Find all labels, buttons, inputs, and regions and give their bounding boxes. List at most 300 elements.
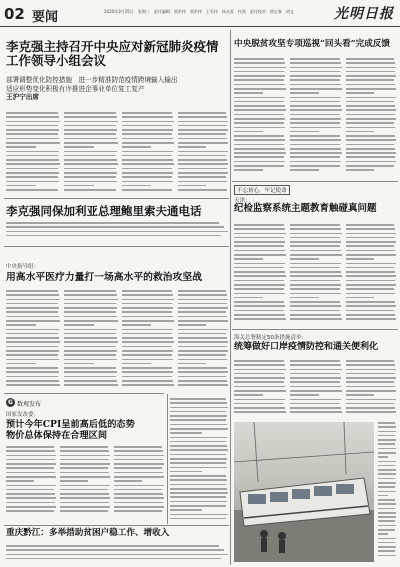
text-line: [6, 151, 59, 153]
text-line: [6, 376, 58, 378]
text-line: [290, 114, 340, 116]
text-line: [290, 241, 341, 243]
text-line: [122, 363, 151, 365]
text-line: [6, 320, 60, 322]
text-line: [346, 152, 396, 154]
text-line: [234, 169, 263, 171]
text-line: [178, 151, 228, 153]
text-line: [234, 271, 285, 273]
text-line: [178, 333, 226, 335]
text-line: [234, 165, 284, 167]
article-3-kicker: 天津：: [234, 198, 251, 204]
text-line: [170, 488, 227, 490]
article-8-title[interactable]: 重庆黔江：多举措助贫困户稳工作、增收入: [6, 528, 170, 538]
text-line: [6, 189, 58, 191]
text-line: [170, 398, 226, 400]
text-line: [178, 138, 227, 140]
text-line: [346, 144, 394, 146]
text-line: [290, 364, 341, 366]
text-line: [178, 116, 227, 118]
text-line: [346, 390, 396, 392]
text-line: [6, 467, 54, 469]
text-line: [234, 92, 263, 94]
text-line: [290, 165, 340, 167]
text-line: [234, 84, 285, 86]
text-line: [64, 367, 116, 369]
text-line: [178, 168, 227, 170]
text-line: [346, 318, 396, 320]
text-line: [6, 333, 58, 335]
article-2-body-col2: [290, 58, 342, 176]
text-line: [122, 121, 174, 123]
text-line: [178, 146, 206, 148]
text-line: [234, 369, 286, 371]
text-line: [378, 491, 396, 493]
text-line: [122, 151, 173, 153]
text-line: [346, 373, 395, 375]
text-line: [290, 135, 340, 137]
text-line: [6, 311, 58, 313]
article-2-body-col1: [234, 58, 286, 176]
text-line: [234, 407, 285, 409]
text-line: [6, 142, 60, 144]
text-line: [64, 185, 94, 187]
text-line: [290, 79, 340, 81]
text-line: [378, 473, 396, 475]
text-line: [60, 493, 109, 495]
text-line: [290, 271, 341, 273]
article-7-body-col1: [234, 360, 286, 418]
text-line: [234, 144, 284, 146]
text-line: [346, 97, 396, 99]
text-line: [122, 367, 172, 369]
text-line: [346, 364, 395, 366]
text-line: [234, 411, 286, 413]
article-1-body-col2: [64, 112, 118, 194]
text-line: [234, 139, 285, 141]
text-line: [6, 337, 59, 339]
text-line: [346, 122, 394, 124]
text-line: [6, 502, 55, 504]
text-line: [290, 386, 341, 388]
text-line: [346, 275, 396, 277]
article-1-subtitle: [6, 76, 228, 102]
text-line: [170, 445, 227, 447]
text-line: [234, 305, 285, 307]
text-line: [234, 97, 285, 99]
text-line: [64, 329, 117, 331]
text-line: [64, 181, 117, 183]
text-line: [64, 341, 118, 343]
text-line: [170, 501, 227, 503]
text-line: [378, 482, 396, 484]
text-line: [378, 478, 395, 480]
text-line: [346, 394, 374, 396]
text-line: [378, 516, 396, 518]
text-line: [170, 458, 227, 460]
text-line: [6, 506, 56, 508]
photo-side-text: [378, 422, 396, 562]
text-line: [170, 449, 228, 451]
text-line: [114, 506, 164, 508]
text-line: [234, 148, 285, 150]
text-line: [170, 437, 227, 439]
text-line: [60, 459, 109, 461]
text-line: [290, 403, 340, 405]
article-1-sub-line3: 王沪宁出席: [6, 93, 39, 102]
text-line: [290, 144, 340, 146]
text-line: [346, 241, 396, 243]
text-line: [178, 384, 228, 386]
text-line: [64, 116, 117, 118]
text-line: [178, 185, 206, 187]
article-3-tag: 不忘初心，牢记使命: [234, 185, 290, 195]
text-line: [6, 324, 36, 326]
text-line: [122, 133, 172, 135]
text-line: [170, 407, 228, 409]
text-line: [6, 299, 60, 301]
text-line: [290, 127, 341, 129]
text-line: [234, 224, 284, 226]
text-line: [6, 185, 36, 187]
text-line: [234, 67, 286, 69]
text-line: [64, 133, 116, 135]
text-line: [114, 459, 163, 461]
text-line: [114, 502, 163, 504]
text-line: [64, 168, 116, 170]
article-7-title[interactable]: 统筹做好口岸疫情防控和通关便利化: [234, 342, 379, 352]
text-line: [6, 235, 221, 237]
text-line: [378, 435, 395, 437]
text-line: [290, 88, 342, 90]
column-name: 数观发布: [17, 401, 42, 408]
text-line: [290, 75, 341, 77]
text-line: [6, 231, 228, 233]
text-line: [178, 290, 226, 292]
text-line: [346, 250, 395, 252]
text-line: [6, 341, 60, 343]
text-line: [60, 446, 108, 448]
column-logo: G: [6, 398, 15, 407]
text-line: [346, 310, 394, 312]
text-line: [378, 439, 396, 441]
text-line: [122, 324, 151, 326]
text-line: [178, 163, 228, 165]
text-line: [234, 314, 285, 316]
text-line: [346, 62, 395, 64]
text-line: [122, 142, 174, 144]
text-line: [346, 84, 395, 86]
text-line: [178, 337, 227, 339]
text-line: [178, 363, 206, 365]
text-line: [234, 152, 286, 154]
text-line: [178, 112, 226, 114]
text-line: [170, 467, 227, 469]
text-line: [170, 419, 226, 421]
text-line: [234, 75, 285, 77]
text-line: [290, 233, 342, 235]
text-line: [290, 58, 340, 60]
text-line: [170, 514, 228, 516]
article-5-title[interactable]: 用高水平医疗力量打一场高水平的救治攻坚战: [6, 272, 202, 283]
text-line: [178, 316, 227, 318]
text-line: [290, 275, 342, 277]
text-line: [170, 518, 226, 520]
text-line: [234, 377, 285, 379]
text-line: [114, 472, 163, 474]
text-line: [122, 341, 174, 343]
text-line: [64, 316, 117, 318]
text-line: [170, 432, 202, 434]
text-line: [64, 129, 117, 131]
text-line: [6, 181, 59, 183]
text-line: [346, 267, 394, 269]
text-line: [64, 163, 118, 165]
text-line: [6, 163, 60, 165]
text-line: [122, 116, 173, 118]
text-line: [122, 189, 172, 191]
text-line: [122, 290, 172, 292]
text-line: [290, 169, 319, 171]
text-line: [170, 492, 228, 494]
text-line: [6, 159, 59, 161]
text-line: [378, 452, 396, 454]
article-1-title[interactable]: [6, 40, 228, 69]
article-1-body-col4: [178, 112, 228, 194]
text-line: [6, 485, 56, 487]
article-6-kicker: 国家发改委：: [6, 412, 40, 418]
text-line: [234, 156, 284, 158]
text-line: [346, 169, 374, 171]
text-line: [60, 450, 109, 452]
text-line: [234, 263, 285, 265]
text-line: [290, 288, 340, 290]
text-line: [346, 127, 395, 129]
text-line: [64, 371, 117, 373]
text-line: [114, 497, 164, 499]
text-line: [60, 472, 109, 474]
text-line: [6, 133, 58, 135]
text-line: [122, 176, 172, 178]
text-line: [122, 307, 173, 309]
text-line: [64, 146, 94, 148]
text-line: [234, 301, 284, 303]
text-line: [64, 172, 117, 174]
text-line: [290, 62, 341, 64]
text-line: [60, 463, 110, 465]
text-line: [346, 233, 396, 235]
article-1-title-line1: 李克强主持召开中央应对新冠肺炎疫情: [6, 39, 219, 54]
text-line: [346, 161, 396, 163]
text-line: [290, 148, 341, 150]
text-line: [64, 189, 116, 191]
text-line: [64, 354, 116, 356]
text-line: [6, 558, 221, 560]
text-line: [6, 226, 224, 228]
text-line: [346, 258, 374, 260]
article-4-body: [6, 222, 228, 242]
text-line: [170, 484, 226, 486]
text-line: [290, 156, 340, 158]
text-line: [290, 254, 342, 256]
text-line: [60, 485, 110, 487]
article-4-title[interactable]: 李克强同保加利亚总理鲍里索夫通电话: [6, 204, 202, 218]
text-line: [290, 373, 340, 375]
text-line: [60, 510, 108, 512]
text-line: [346, 288, 394, 290]
text-line: [64, 380, 117, 382]
article-3-title[interactable]: 纪检监察系统主题教育触碰真问题: [234, 203, 377, 214]
text-line: [378, 499, 395, 501]
text-line: [6, 290, 58, 292]
text-line: [64, 350, 117, 352]
text-line: [234, 364, 285, 366]
text-line: [346, 67, 396, 69]
text-line: [122, 329, 173, 331]
text-line: [114, 485, 164, 487]
text-line: [122, 311, 172, 313]
text-line: [234, 62, 285, 64]
text-line: [122, 185, 151, 187]
text-line: [290, 131, 319, 133]
text-line: [178, 341, 228, 343]
text-line: [346, 386, 395, 388]
text-line: [178, 129, 228, 131]
text-line: [290, 369, 342, 371]
text-line: [114, 467, 162, 469]
text-line: [234, 109, 286, 111]
text-line: [178, 329, 228, 331]
text-line: [114, 455, 164, 457]
text-line: [64, 159, 117, 161]
article-6-title[interactable]: [6, 420, 164, 441]
text-line: [378, 533, 388, 535]
text-line: [6, 346, 58, 348]
text-line: [178, 324, 206, 326]
text-line: [346, 369, 396, 371]
text-line: [178, 159, 227, 161]
middle-column-body: [170, 398, 228, 524]
text-line: [6, 155, 58, 157]
text-line: [290, 118, 341, 120]
text-line: [290, 263, 341, 265]
text-line: [178, 133, 226, 135]
text-line: [122, 346, 172, 348]
text-line: [346, 101, 394, 103]
text-line: [170, 475, 226, 477]
text-line: [170, 415, 227, 417]
article-5-body-col3: [122, 290, 174, 390]
text-line: [234, 101, 284, 103]
text-line: [122, 181, 173, 183]
article-3-body-col2: [290, 224, 342, 324]
article-5-kicker: 中央指导组：: [6, 264, 40, 270]
text-line: [290, 377, 341, 379]
text-line: [178, 142, 228, 144]
text-line: [6, 350, 59, 352]
text-line: [64, 346, 116, 348]
text-line: [122, 129, 173, 131]
text-line: [122, 299, 174, 301]
text-line: [122, 384, 174, 386]
text-line: [122, 380, 173, 382]
text-line: [122, 354, 172, 356]
text-line: [234, 275, 286, 277]
text-line: [178, 359, 227, 361]
text-line: [290, 245, 340, 247]
text-line: [378, 461, 396, 463]
text-line: [64, 337, 117, 339]
text-line: [170, 411, 226, 413]
text-line: [378, 512, 396, 514]
article-5-body-col2: [64, 290, 118, 390]
text-line: [234, 288, 284, 290]
text-line: [290, 258, 319, 260]
text-line: [234, 310, 284, 312]
text-line: [178, 320, 228, 322]
text-line: [290, 314, 341, 316]
text-line: [122, 294, 173, 296]
text-line: [290, 161, 341, 163]
text-line: [6, 307, 59, 309]
article-2-title[interactable]: 中央脱贫攻坚专项巡视“回头看”完成反馈: [234, 39, 390, 49]
text-line: [6, 363, 36, 365]
text-line: [378, 546, 396, 548]
text-line: [234, 293, 285, 295]
text-line: [378, 456, 388, 458]
article-6-title-line2: 物价总体保持在合理区间: [6, 429, 108, 441]
article-1-body-col1: [6, 112, 60, 194]
text-line: [290, 305, 341, 307]
article-8-body: [6, 545, 228, 565]
text-line: [234, 105, 285, 107]
text-line: [378, 538, 396, 540]
text-line: [234, 284, 285, 286]
text-line: [178, 354, 226, 356]
text-line: [122, 333, 172, 335]
text-line: [122, 337, 173, 339]
text-line: [64, 121, 118, 123]
text-line: [6, 480, 34, 482]
article-3-body-col3: [346, 224, 396, 324]
text-line: [234, 403, 284, 405]
text-line: [234, 131, 263, 133]
text-line: [346, 71, 395, 73]
text-line: [346, 88, 396, 90]
text-line: [234, 233, 286, 235]
page-header: [0, 0, 400, 27]
date-line: 2020年3月25日 星期三 责任编辑：郭洪伟 郭洪伟 王军伟 杨友爱 杜凯 责任校对：徐宝春 胡文: [104, 9, 294, 14]
text-line: [60, 489, 108, 491]
article-3-body-col1: [234, 224, 286, 324]
text-line: [6, 168, 58, 170]
text-line: [178, 376, 226, 378]
article-7-kicker: 海关总署制定50条措施清单：: [234, 335, 307, 341]
text-line: [290, 360, 340, 362]
text-line: [346, 105, 395, 107]
text-line: [122, 172, 173, 174]
text-line: [346, 407, 395, 409]
text-line: [290, 71, 340, 73]
article-7-body-col3: [346, 360, 396, 418]
text-line: [170, 509, 202, 511]
text-line: [290, 394, 319, 396]
text-line: [290, 301, 340, 303]
text-line: [6, 116, 59, 118]
text-line: [6, 493, 55, 495]
article-5-body-col4: [178, 290, 228, 390]
text-line: [346, 360, 394, 362]
